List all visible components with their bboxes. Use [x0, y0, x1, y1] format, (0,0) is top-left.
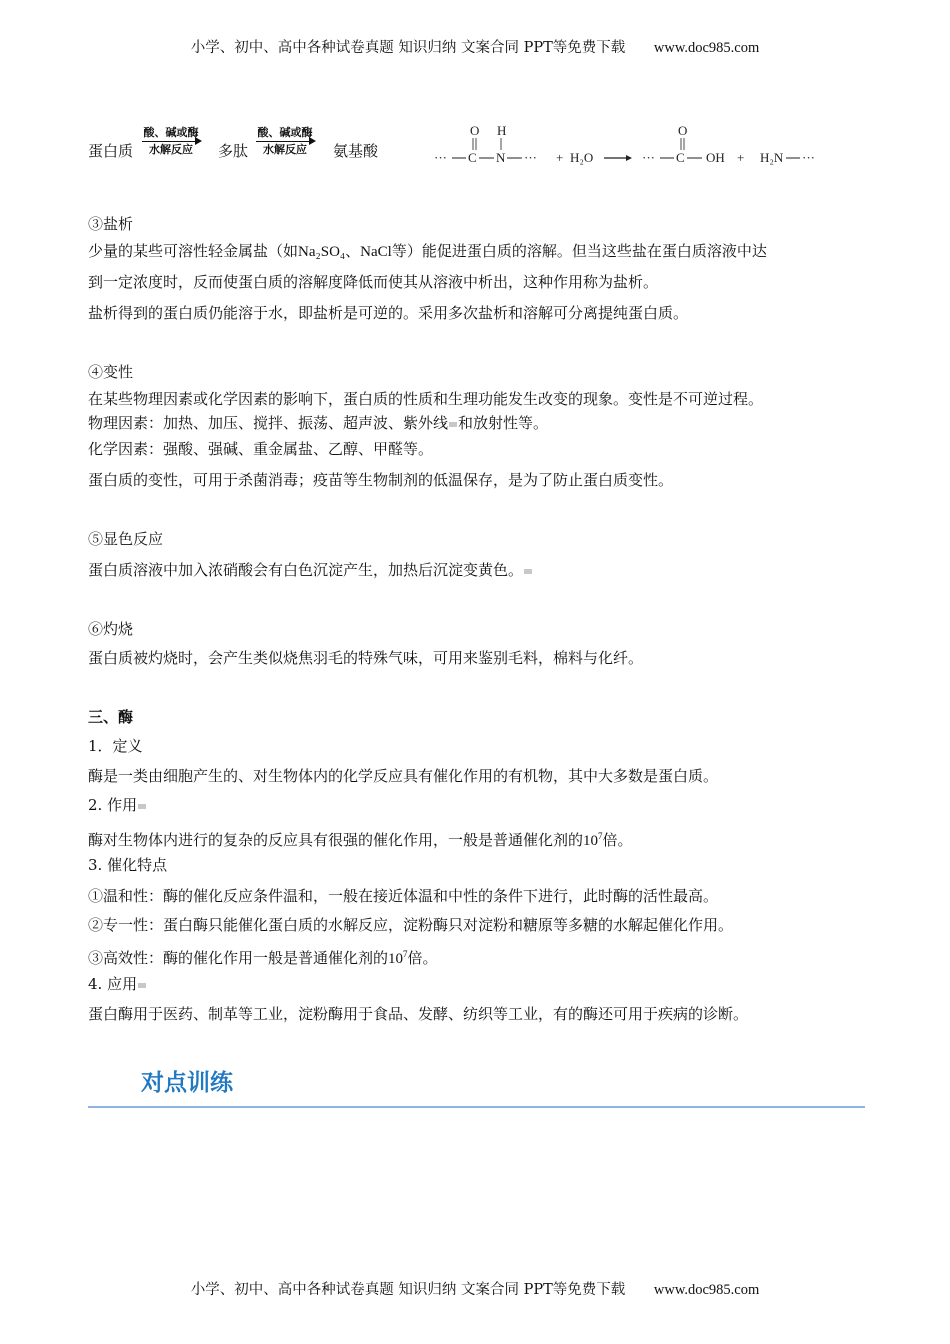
enzyme-func-num: 10 — [583, 833, 599, 849]
reaction-arrow-1 — [142, 127, 200, 156]
page-footer — [0, 1278, 950, 1299]
formula-C-2: C — [676, 150, 685, 165]
arrow2-bottom-label: 水解反应 — [263, 143, 307, 156]
enzyme-heading: 三、酶 — [88, 708, 134, 726]
enzyme-func-title — [88, 795, 147, 815]
enzyme-def-title: 1．定义 — [88, 737, 143, 755]
watermark-mark — [138, 983, 146, 988]
formula-water: H₂O — [570, 150, 594, 165]
watermark-mark — [449, 422, 457, 427]
arrow1-bottom-label: 水解反应 — [149, 143, 193, 156]
section-title: 对点训练 — [141, 1070, 233, 1096]
watermark-mark — [524, 569, 532, 574]
salting-heading: ③盐析 — [88, 215, 134, 233]
header-url[interactable]: www.doc985.com — [653, 40, 760, 56]
enzyme-char-3-num: 10 — [388, 951, 404, 967]
enzyme-char-title: 3. 催化特点 — [88, 856, 168, 874]
enzyme-char-1: ①温和性：酶的催化反应条件温和，一般在接近体温和中性的条件下进行，此时酶的活性最高。 — [88, 887, 719, 905]
enzyme-func-title-text: 2. 作用 — [88, 796, 138, 814]
page-header — [0, 36, 950, 57]
denature-line-4: 蛋白质的变性，可用于杀菌消毒；疫苗等生物制剂的低温保存，是为了防止蛋白质变性。 — [88, 471, 674, 489]
color-reaction-text: 蛋白质溶液中加入浓硝酸会有白色沉淀产生，加热后沉淀变黄色。 — [88, 561, 524, 579]
salting-line-3: 盐析得到的蛋白质仍能溶于水，即盐析是可逆的。采用多次盐析和溶解可分离提纯蛋白质。 — [88, 304, 689, 322]
enzyme-char-2: ②专一性：蛋白酶只能催化蛋白质的水解反应，淀粉酶只对淀粉和糖原等多糖的水解起催化作用。 — [88, 916, 734, 934]
enzyme-char-3a: ③高效性：酶的催化作用一般是普通催化剂的 — [88, 949, 389, 967]
enzyme-func-text-b: 倍。 — [602, 831, 633, 849]
formula-H: H — [497, 123, 507, 138]
footer-url[interactable]: www.doc985.com — [653, 1282, 760, 1298]
reaction-amino-acid: 氨基酸 — [333, 142, 379, 160]
enzyme-func-text-a: 酶对生物体内进行的复杂的反应具有很强的催化作用，一般是普通催化剂的 — [88, 831, 584, 849]
formula-C-1: C — [468, 150, 477, 165]
section-divider — [88, 1106, 865, 1108]
enzyme-char-3b: 倍。 — [407, 949, 438, 967]
peptide-hydrolysis-formula — [430, 120, 830, 172]
salting-line-1c: 等）能促进蛋白质的溶解。但当这些盐在蛋白质溶液中达 — [391, 242, 767, 260]
arrow2-line — [256, 141, 314, 142]
arrow1-line — [142, 141, 200, 142]
denature-line-1: 在某些物理因素或化学因素的影响下，蛋白质的性质和生理功能发生改变的现象。变性是不可逆过程。 — [88, 390, 764, 408]
formula-dots-3: ··· — [642, 150, 655, 165]
header-text: 小学、初中、高中各种试卷真题 知识归纳 文案合同 PPT等免费下载 — [190, 40, 626, 56]
burning-heading: ⑥灼烧 — [88, 620, 134, 638]
formula-O-1: O — [470, 123, 480, 138]
reaction-protein: 蛋白质 — [88, 142, 134, 160]
enzyme-func-exp: 7 — [598, 831, 603, 841]
enzyme-app-title — [88, 974, 147, 994]
formula-H2N: H₂N — [760, 150, 784, 165]
denature-line-2 — [88, 413, 548, 433]
enzyme-def-text: 酶是一类由细胞产生的、对生物体内的化学反应具有催化作用的有机物，其中大多数是蛋白质。 — [88, 767, 719, 785]
watermark-mark — [138, 804, 146, 809]
enzyme-char-3-exp: 7 — [403, 949, 408, 959]
formula-arrow-head — [626, 155, 632, 161]
salting-line-1 — [88, 241, 767, 262]
enzyme-app-title-text: 4. 应用 — [88, 975, 138, 993]
salting-line-1b: Na₂SO₄、NaCl — [298, 244, 392, 260]
reaction-arrow-2 — [256, 127, 314, 156]
salting-line-1a: 少量的某些可溶性轻金属盐（如 — [88, 242, 299, 260]
color-reaction-line-1 — [88, 560, 533, 580]
footer-text: 小学、初中、高中各种试卷真题 知识归纳 文案合同 PPT等免费下载 — [190, 1282, 626, 1298]
formula-dots-4: ··· — [802, 150, 815, 165]
color-reaction-heading: ⑤显色反应 — [88, 530, 164, 548]
salting-line-2: 到一定浓度时，反而使蛋白质的溶解度降低而使其从溶液中析出，这种作用称为盐析。 — [88, 273, 659, 291]
formula-N: N — [496, 150, 506, 165]
arrow1-top-label: 酸、碱或酶 — [143, 126, 199, 139]
formula-plus-2: + — [737, 150, 745, 165]
enzyme-func-text — [88, 826, 633, 851]
formula-O-2: O — [678, 123, 688, 138]
arrow2-top-label: 酸、碱或酶 — [257, 126, 313, 139]
formula-plus-1: + — [556, 150, 564, 165]
formula-OH: OH — [706, 150, 725, 165]
denature-line-2b: 和放射性等。 — [458, 414, 549, 432]
reaction-peptide: 多肽 — [218, 142, 249, 160]
enzyme-app-text: 蛋白酶用于医药、制革等工业，淀粉酶用于食品、发酵、纺织等工业，有的酶还可用于疾病的诊断。 — [88, 1005, 749, 1023]
denature-heading: ④变性 — [88, 363, 134, 381]
burning-line-1: 蛋白质被灼烧时，会产生类似烧焦羽毛的特殊气味，可用来鉴别毛料，棉料与化纤。 — [88, 649, 644, 667]
formula-dots-1: ··· — [434, 150, 447, 165]
denature-line-2a: 物理因素：加热、加压、搅拌、振荡、超声波、紫外线 — [88, 414, 449, 432]
denature-line-3: 化学因素：强酸、强碱、重金属盐、乙醇、甲醛等。 — [88, 440, 434, 458]
formula-dots-2: ··· — [524, 150, 537, 165]
enzyme-char-3 — [88, 944, 438, 969]
